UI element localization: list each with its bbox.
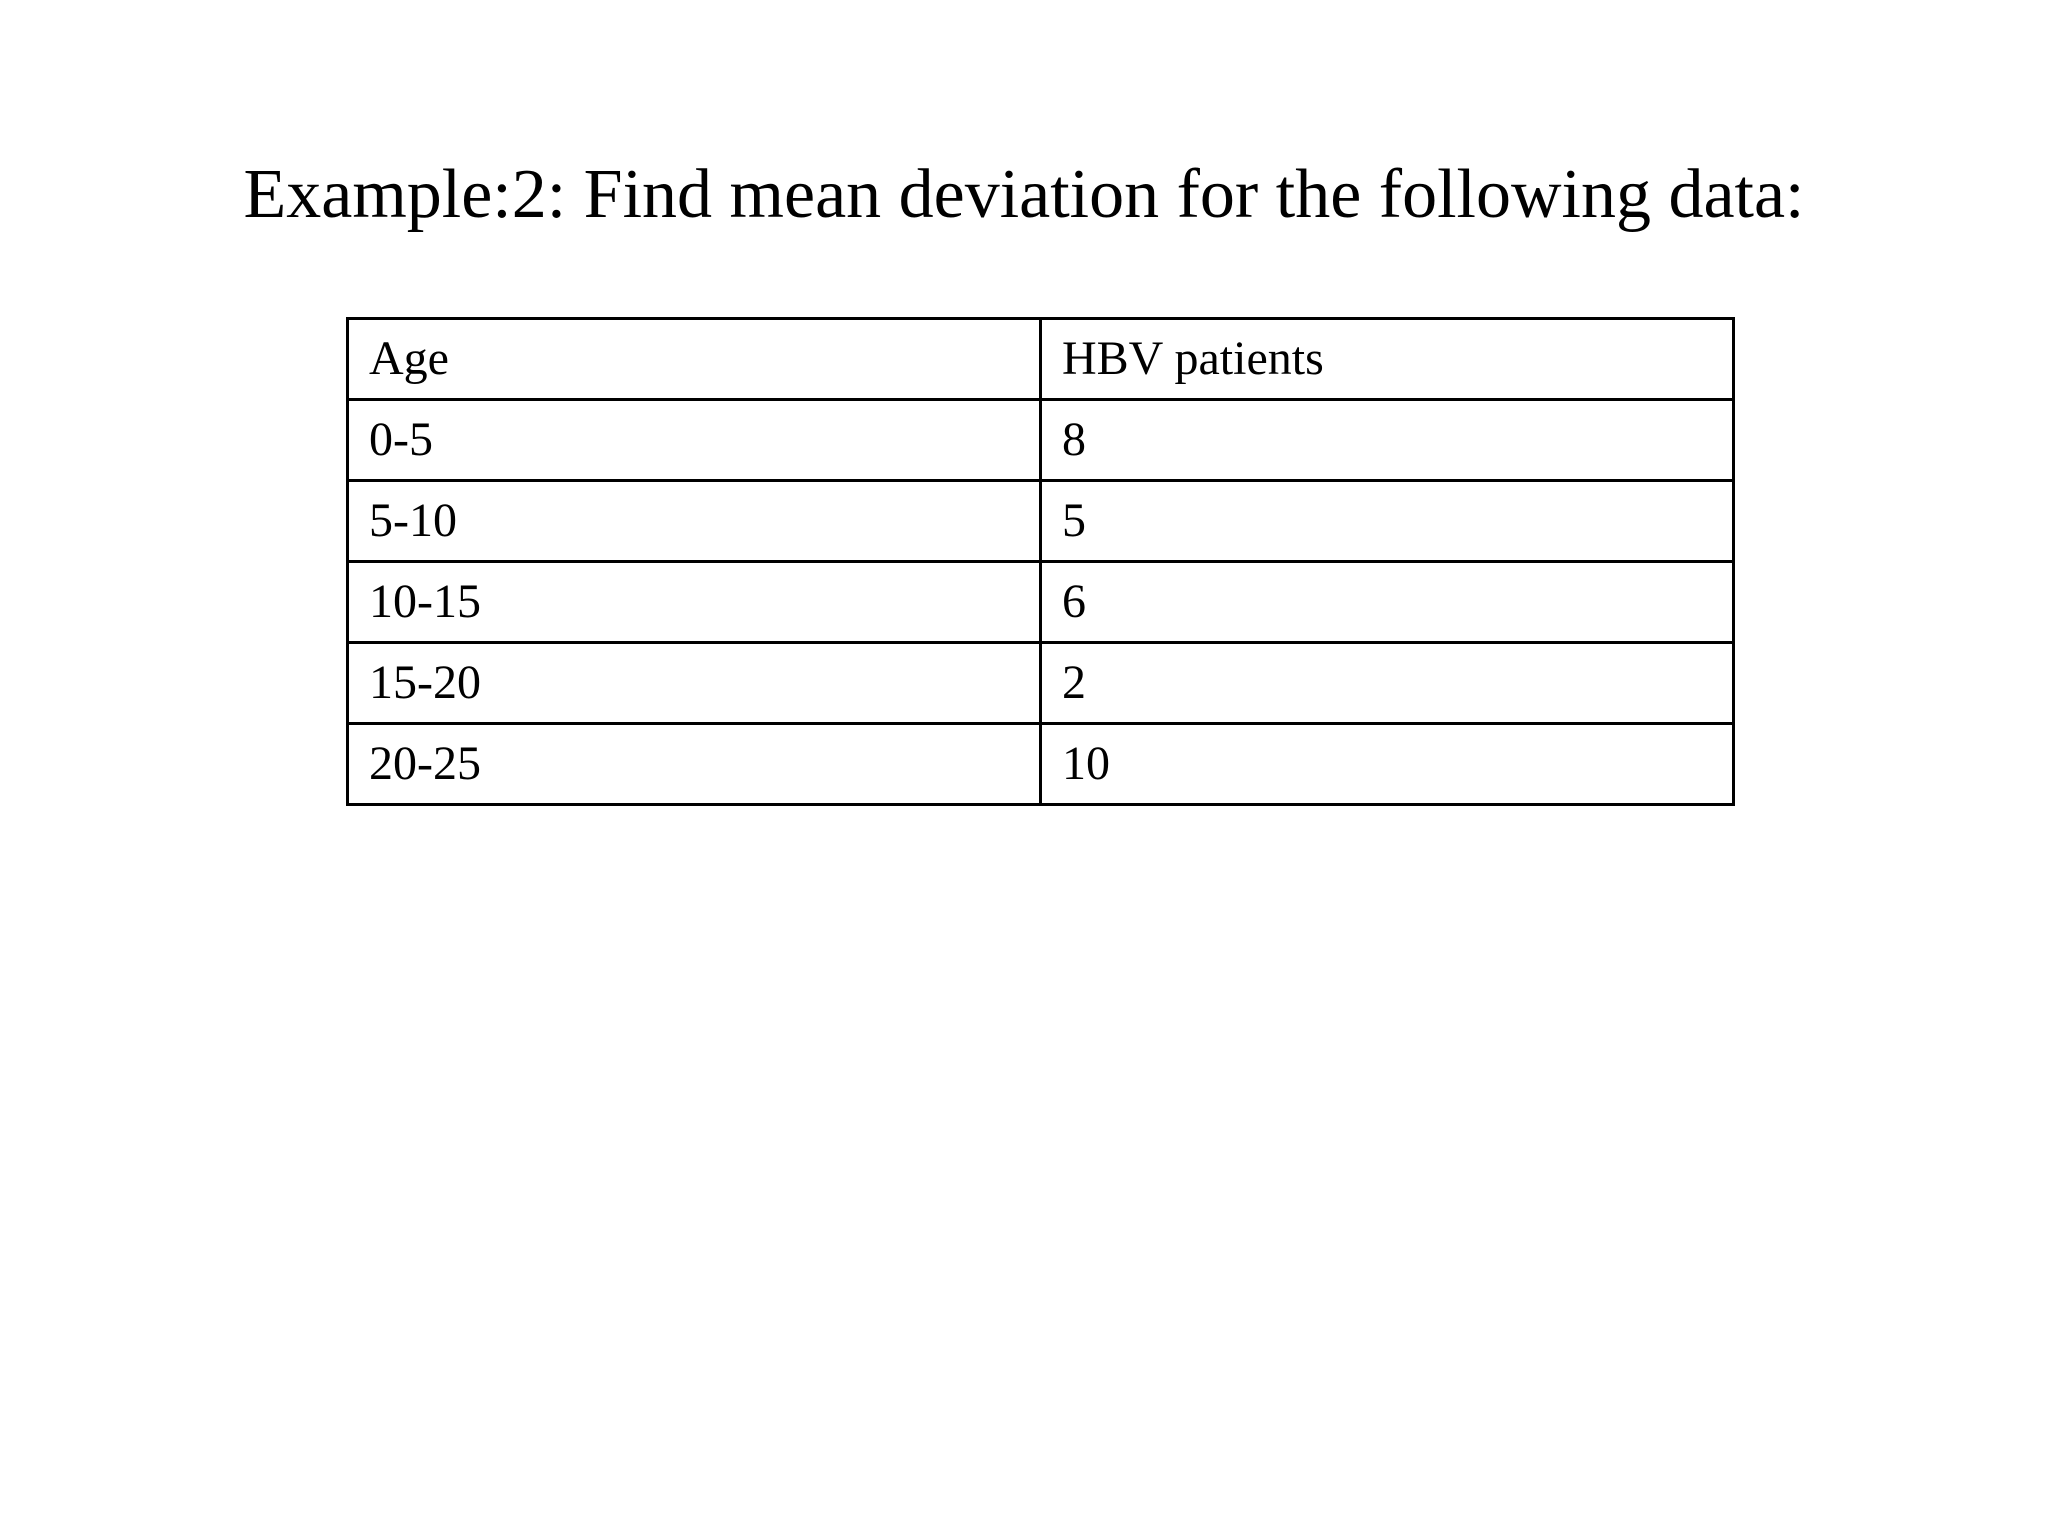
slide-title: Example:2: Find mean deviation for the following data:	[243, 156, 1805, 233]
patients-cell: 2	[1041, 643, 1734, 724]
table-row	[348, 643, 1734, 724]
table-header-row	[348, 319, 1734, 400]
patients-cell: 8	[1041, 400, 1734, 481]
patients-cell: 6	[1041, 562, 1734, 643]
age-cell: 20-25	[348, 724, 1041, 805]
table-row	[348, 481, 1734, 562]
table-row	[348, 400, 1734, 481]
table-row	[348, 562, 1734, 643]
header-age: Age	[348, 319, 1041, 400]
age-cell: 15-20	[348, 643, 1041, 724]
table-row	[348, 724, 1734, 805]
data-table	[346, 317, 1735, 806]
patients-cell: 10	[1041, 724, 1734, 805]
age-cell: 10-15	[348, 562, 1041, 643]
patients-cell: 5	[1041, 481, 1734, 562]
age-cell: 0-5	[348, 400, 1041, 481]
age-cell: 5-10	[348, 481, 1041, 562]
header-hbv-patients: HBV patients	[1041, 319, 1734, 400]
